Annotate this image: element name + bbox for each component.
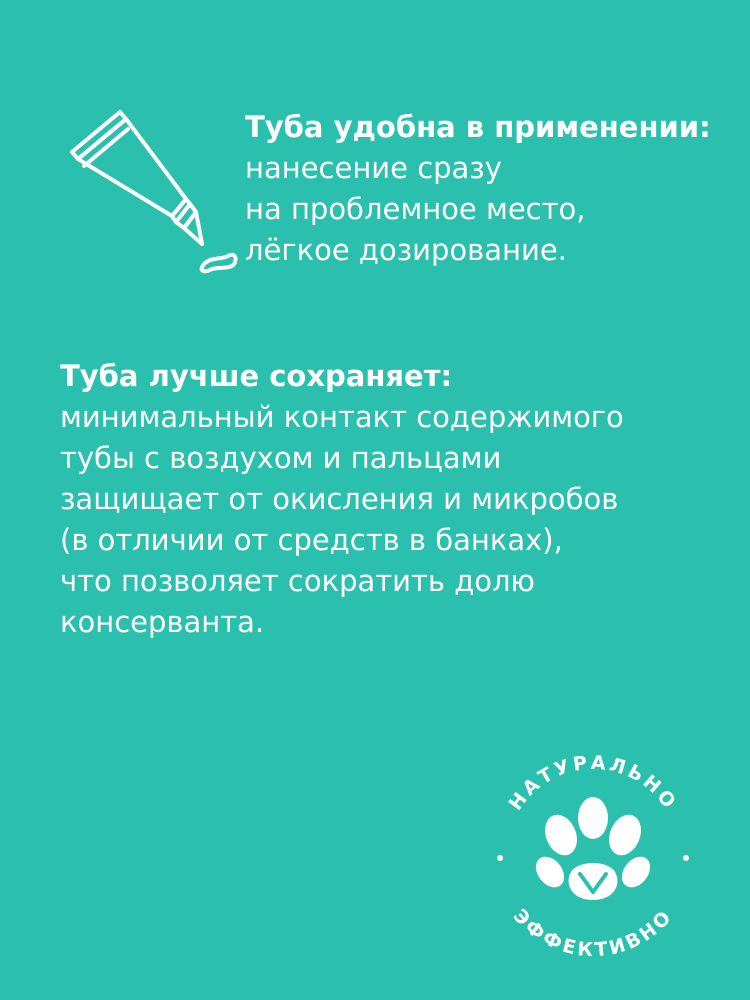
tube-convenience-line: лёгкое дозирование. [245,233,567,267]
tube-preserve-heading: Туба лучше сохраняет: [60,359,453,393]
tube-preserve-line: минимальный контакт содержимого [60,400,624,434]
tube-preserve-line: тубы с воздухом и пальцами [60,441,502,475]
badge-dot [497,855,503,861]
tube-preserve-line: что позволяет сократить долю [60,564,535,598]
tube-preserve-line: консерванта. [60,605,265,639]
badge-dot [683,855,689,861]
badge-top-text: НАТУРАЛЬНО [504,751,682,815]
tube-convenience-heading: Туба удобна в применении: [245,110,711,144]
badge-bottom-text: ЭФФЕКТИВНО [508,904,678,962]
tube-convenience-section [245,107,725,271]
tube-preserve-line: защищает от окисления и микробов [60,482,619,516]
tube-preserve-line: (в отличии от средств в банках), [60,523,563,557]
paw-icon [530,797,656,900]
tube-convenience-line: на проблемное место, [245,192,586,226]
tube-icon [60,104,250,279]
tube-convenience-line: нанесение сразу [245,151,502,185]
natural-effective-badge [478,740,708,970]
tube-preserve-section [60,356,720,643]
